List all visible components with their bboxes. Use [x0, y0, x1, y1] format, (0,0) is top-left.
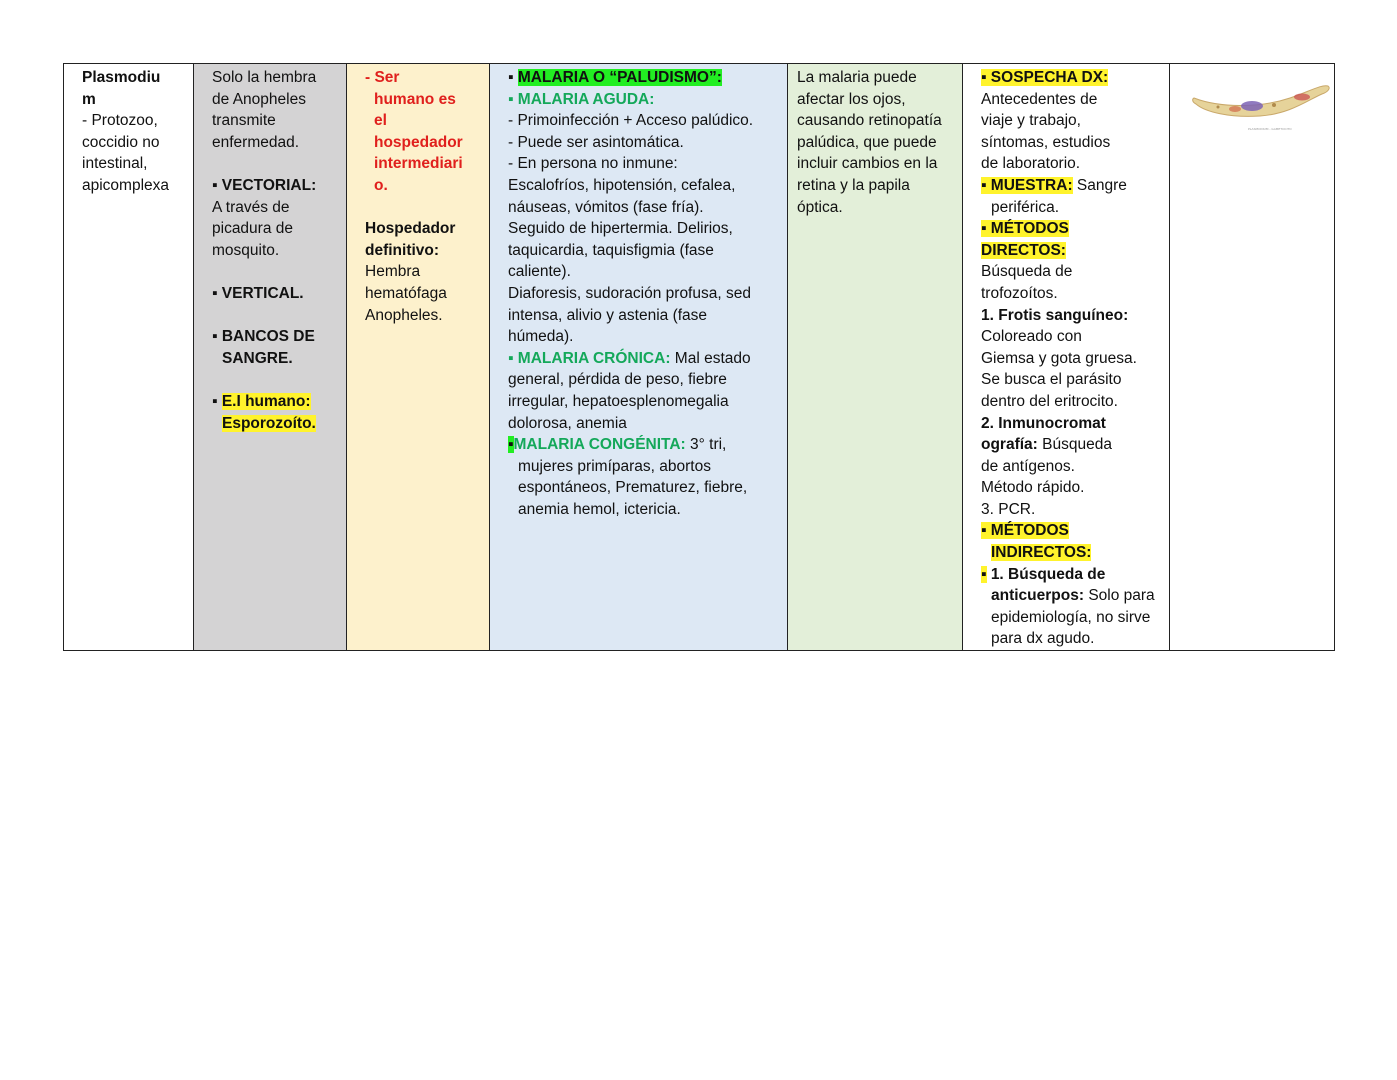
aguda-line: intensa, alivio y astenia (fase: [508, 306, 708, 324]
indirectos-highlight: INDIRECTOS:: [991, 544, 1092, 562]
host-note: hospedador: [374, 133, 463, 151]
anticuerpos-title-cont: anticuerpos:: [991, 587, 1085, 605]
bullet: ▪: [508, 69, 514, 86]
cell-diagnosis: [963, 64, 1170, 651]
host-note: o.: [374, 176, 388, 194]
bullet: ▪: [981, 565, 987, 583]
host-note: humano es: [374, 90, 456, 108]
sospecha-line: de laboratorio.: [981, 155, 1081, 173]
cronica-title: ▪ MALARIA CRÓNICA:: [508, 349, 671, 367]
directos-title-cont: [981, 240, 1159, 262]
malaria-title-text: MALARIA O “PALUDISMO”:: [517, 69, 722, 86]
aguda-line: caliente).: [508, 263, 571, 281]
inmuno-title: 2. Inmunocromat: [981, 414, 1106, 432]
congenita-title: MALARIA CONGÉNITA:: [513, 436, 686, 454]
congenita-line: mujeres primíparas, abortos: [518, 457, 711, 475]
host-note: intermediari: [374, 155, 463, 173]
table-row: [64, 64, 1335, 651]
cell-image: [1170, 64, 1335, 651]
complication-line: óptica.: [797, 198, 843, 216]
sospecha-title: [981, 67, 1159, 89]
vectorial-desc: mosquito.: [212, 241, 280, 259]
aguda-line: Seguido de hipertermia. Delirios,: [508, 220, 733, 238]
ei-line: [212, 413, 336, 435]
complication-line: afectar los ojos,: [797, 90, 906, 108]
indirectos-title: [981, 520, 1159, 542]
spacer: [365, 197, 479, 219]
spacer: [212, 369, 336, 391]
ei-highlight: Esporozoíto.: [222, 414, 316, 432]
spacer: [212, 261, 336, 283]
inmuno-title-cont: ografía:: [981, 436, 1038, 454]
cell-transmission: [194, 64, 347, 651]
pcr-line: 3. PCR.: [981, 500, 1036, 518]
cronica-line: dolorosa, anemia: [508, 414, 627, 432]
congenita-text: 3° tri,: [685, 436, 727, 454]
organism-desc: - Protozoo,: [82, 112, 158, 130]
congenita-first: [508, 434, 777, 456]
organism-desc: intestinal,: [82, 155, 148, 173]
host-note: - Ser: [365, 69, 400, 86]
anticuerpos-row: [981, 585, 1159, 607]
cronica-first: [508, 348, 777, 370]
vertical-title: ▪ VERTICAL.: [212, 284, 304, 302]
sospecha-line: viaje y trabajo,: [981, 112, 1081, 130]
aguda-line: taquicardia, taquisfigmia (fase: [508, 241, 714, 259]
definitive-host-title: definitivo:: [365, 241, 440, 259]
complication-line: La malaria puede: [797, 69, 917, 86]
directos-line: trofozoítos.: [981, 284, 1058, 302]
complication-line: retina y la papila: [797, 176, 910, 194]
complication-line: causando retinopatía: [797, 112, 942, 130]
bullet: ▪: [508, 436, 514, 454]
cell-organism: [64, 64, 194, 651]
inmuno-line: de antígenos.: [981, 457, 1075, 475]
anticuerpos-title-text: 1. Búsqueda de: [990, 565, 1106, 583]
anticuerpos-title: [981, 564, 1159, 586]
complication-line: incluir cambios en la: [797, 155, 938, 173]
congenita-line: anemia hemol, ictericia.: [518, 500, 681, 518]
vectorial-desc: A través de: [212, 198, 290, 216]
muestra-text: Sangre: [1072, 176, 1127, 194]
definitive-host-desc: Hembra: [365, 263, 421, 281]
transmission-intro: enfermedad.: [212, 133, 300, 151]
aguda-line: - En persona no inmune:: [508, 155, 678, 173]
aguda-line: náuseas, vómitos (fase fría).: [508, 198, 704, 216]
definitive-host-desc: Anopheles.: [365, 306, 443, 324]
bancos-line: BANCOS DE: [221, 328, 315, 346]
frotis-line: Coloreado con: [981, 328, 1082, 346]
inmuno-line: Método rápido.: [981, 479, 1085, 497]
organism-desc: apicomplexa: [82, 176, 170, 194]
sospecha-line: Antecedentes de: [981, 90, 1098, 108]
anticuerpos-text: Solo para: [1084, 587, 1155, 605]
indirectos-title-cont: [981, 542, 1159, 564]
spacer: [212, 153, 336, 175]
aguda-line: húmeda).: [508, 328, 574, 346]
directos-title: [981, 218, 1159, 240]
vectorial-title: ▪ VECTORIAL:: [212, 176, 317, 194]
ei-highlight: E.I humano:: [221, 392, 311, 410]
malaria-table: [63, 63, 1335, 651]
image-caption: PLASMODIUM - GAMETOCITO: [1248, 127, 1292, 131]
cell-hosts: [347, 64, 490, 651]
vectorial-desc: picadura de: [212, 220, 294, 238]
inmuno-row: [981, 434, 1159, 456]
muestra-line: periférica.: [991, 198, 1060, 216]
bancos-line: SANGRE.: [222, 349, 293, 367]
malaria-title: [508, 67, 777, 89]
frotis-line: Giemsa y gota gruesa.: [981, 349, 1137, 367]
ei-title: [212, 391, 336, 413]
cell-complications: [788, 64, 963, 651]
anticuerpos-line: epidemiología, no sirve: [991, 608, 1151, 626]
transmission-intro: Solo la hembra: [212, 69, 317, 86]
organism-desc: coccidio no: [82, 133, 160, 151]
sospecha-line: síntomas, estudios: [981, 133, 1111, 151]
cronica-text: Mal estado: [670, 349, 751, 367]
congenita-line: espontáneos, Prematurez, fiebre,: [518, 479, 748, 497]
transmission-intro: transmite: [212, 112, 276, 130]
aguda-line: - Puede ser asintomática.: [508, 133, 684, 151]
inmuno-text: Búsqueda: [1037, 436, 1112, 454]
bullet: ▪: [212, 328, 218, 346]
aguda-line: Diaforesis, sudoración profusa, sed: [508, 284, 751, 302]
genus-name: Plasmodiu: [82, 69, 161, 86]
directos-highlight: ▪ MÉTODOS: [981, 220, 1069, 238]
indirectos-highlight: ▪ MÉTODOS: [981, 522, 1069, 540]
anticuerpos-line: para dx agudo.: [991, 630, 1095, 648]
cell-clinical: [490, 64, 788, 651]
directos-line: Búsqueda de: [981, 263, 1073, 281]
aguda-line: - Primoinfección + Acceso palúdico.: [508, 112, 754, 130]
frotis-line: Se busca el parásito: [981, 371, 1122, 389]
bullet: ▪: [212, 392, 218, 410]
bancos-title: [212, 326, 336, 348]
sospecha-highlight: ▪ SOSPECHA DX:: [981, 69, 1109, 86]
definitive-host-title: Hospedador: [365, 220, 456, 238]
transmission-intro: de Anopheles: [212, 90, 306, 108]
muestra-title: ▪ MUESTRA:: [981, 176, 1073, 194]
muestra-row: [981, 175, 1159, 197]
spacer: [212, 305, 336, 327]
cronica-line: general, pérdida de peso, fiebre: [508, 371, 727, 389]
frotis-title: 1. Frotis sanguíneo:: [981, 306, 1129, 324]
aguda-line: Escalofríos, hipotensión, cefalea,: [508, 176, 736, 194]
complication-line: palúdica, que puede: [797, 133, 937, 151]
definitive-host-desc: hematófaga: [365, 284, 447, 302]
frotis-line: dentro del eritrocito.: [981, 392, 1118, 410]
genus-name-cont: m: [82, 90, 96, 108]
cronica-line: irregular, hepatoesplenomegalia: [508, 392, 729, 410]
aguda-title: ▪ MALARIA AGUDA:: [508, 90, 655, 108]
gametocyte-illustration: [1190, 72, 1332, 134]
host-note: el: [374, 112, 387, 130]
directos-highlight: DIRECTOS:: [981, 241, 1066, 259]
